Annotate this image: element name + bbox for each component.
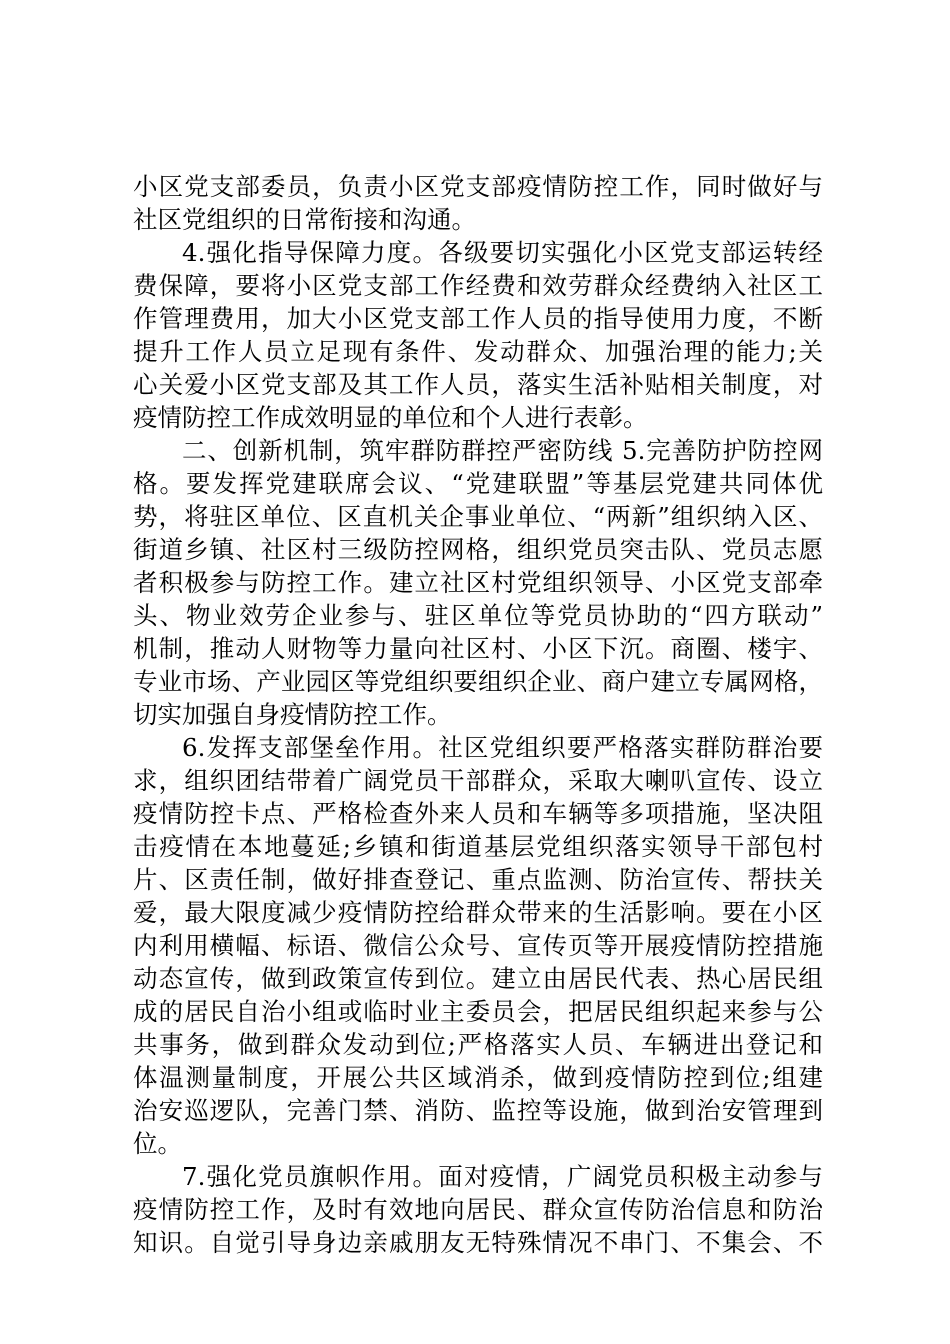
text-line: 势，将驻区单位、区直机关企事业单位、“两新”组织纳入区、 <box>133 502 823 531</box>
text-line: 知识。自觉引导身边亲戚朋友无特殊情况不串门、不集会、不 <box>133 1228 823 1257</box>
text-line: 爱，最大限度减少疫情防控给群众带来的生活影响。要在小区 <box>133 898 823 927</box>
text-line: 7.强化党员旗帜作用。面对疫情，广阔党员积极主动参与 <box>182 1162 823 1191</box>
text-line: 格。要发挥党建联席会议、“党建联盟”等基层党建共同体优 <box>133 469 823 498</box>
text-line: 者积极参与防控工作。建立社区村党组织领导、小区党支部牵 <box>133 568 823 597</box>
text-line: 4.强化指导保障力度。各级要切实强化小区党支部运转经 <box>182 238 823 267</box>
text-line: 心关爱小区党支部及其工作人员，落实生活补贴相关制度，对 <box>133 370 823 399</box>
text-line: 二、创新机制，筑牢群防群控严密防线 5.完善防护防控网 <box>182 436 823 465</box>
text-line: 疫情防控工作，及时有效地向居民、群众宣传防治信息和防治 <box>133 1195 823 1224</box>
text-line: 作管理费用，加大小区党支部工作人员的指导使用力度，不断 <box>133 304 823 333</box>
text-line: 疫情防控工作成效明显的单位和个人进行表彰。 <box>133 403 648 432</box>
text-line: 治安巡逻队，完善门禁、消防、监控等设施，做到治安管理到 <box>133 1096 823 1125</box>
text-line: 切实加强自身疫情防控工作。 <box>133 700 452 729</box>
text-line: 小区党支部委员，负责小区党支部疫情防控工作，同时做好与 <box>133 172 823 201</box>
text-line: 街道乡镇、社区村三级防控网格，组织党员突击队、党员志愿 <box>133 535 823 564</box>
text-line: 机制，推动人财物等力量向社区村、小区下沉。商圈、楼宇、 <box>133 634 823 663</box>
text-line: 求，组织团结带着广阔党员干部群众，采取大喇叭宣传、设立 <box>133 766 823 795</box>
text-line: 头、物业效劳企业参与、驻区单位等党员协助的“四方联动” <box>133 601 823 630</box>
text-line: 专业市场、产业园区等党组织要组织企业、商户建立专属网格， <box>133 667 823 696</box>
document-body-text <box>133 170 823 1259</box>
text-line: 疫情防控卡点、严格检查外来人员和车辆等多项措施，坚决阻 <box>133 799 823 828</box>
text-line: 共事务，做到群众发动到位;严格落实人员、车辆进出登记和 <box>133 1030 823 1059</box>
text-line: 击疫情在本地蔓延;乡镇和街道基层党组织落实领导干部包村 <box>133 832 823 861</box>
text-line: 社区党组织的日常衔接和沟通。 <box>133 205 476 234</box>
text-line: 片、区责任制，做好排查登记、重点监测、防治宣传、帮扶关 <box>133 865 823 894</box>
text-line: 6.发挥支部堡垒作用。社区党组织要严格落实群防群治要 <box>182 733 823 762</box>
text-line: 成的居民自治小组或临时业主委员会，把居民组织起来参与公 <box>133 997 823 1026</box>
text-line: 位。 <box>133 1129 182 1158</box>
text-line: 体温测量制度，开展公共区域消杀，做到疫情防控到位;组建 <box>133 1063 823 1092</box>
text-line: 提升工作人员立足现有条件、发动群众、加强治理的能力;关 <box>133 337 823 366</box>
text-line: 动态宣传，做到政策宣传到位。建立由居民代表、热心居民组 <box>133 964 823 993</box>
text-line: 内利用横幅、标语、微信公众号、宣传页等开展疫情防控措施 <box>133 931 823 960</box>
text-line: 费保障，要将小区党支部工作经费和效劳群众经费纳入社区工 <box>133 271 823 300</box>
